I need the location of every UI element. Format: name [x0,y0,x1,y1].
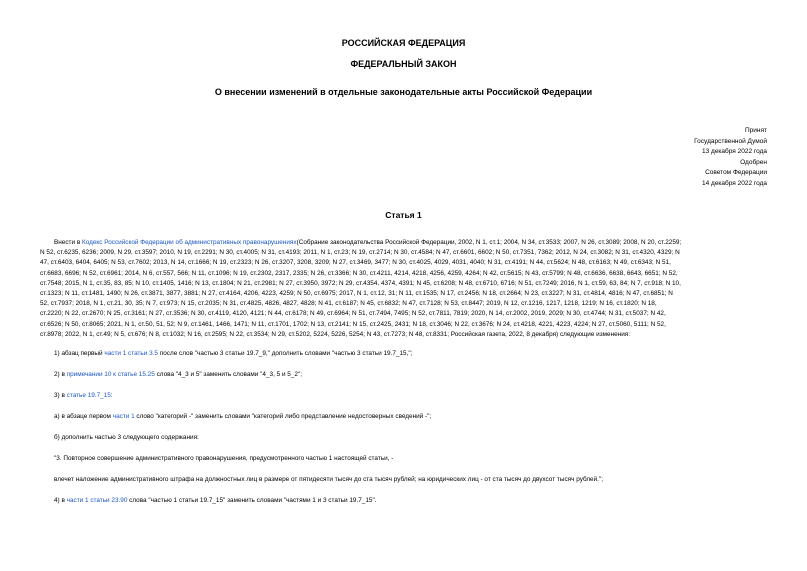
item-3-suffix: : [110,392,113,399]
adoption-line: Одобрен [740,158,767,166]
adoption-line: 13 декабря 2022 года [701,148,767,155]
item-4-prefix: 4) в [54,497,67,504]
link-part-1[interactable]: части 1 [112,413,135,420]
item-4 [40,496,784,506]
adoption-line: 14 декабря 2022 года [701,179,767,187]
intro-line: ст.6526; N 50, ст.8065; 2021, N 1, ст.50, 51, 52; N 9, ст.1461, 1466, 1471; N 11, ст.1701, 1702; N 13, ст.2141; N 15, ст.2425, 2431; N 18, ст.3046; N 22, ст.3676; N 24, ст.4218, 4221, 4223, 4224; N 27, ст.5060, 5111; N 52, [40,320,666,328]
item-3-prefix: 3) в [54,392,67,399]
adoption-block [694,126,767,189]
link-article-3-5[interactable]: части 1 статьи 3.5 [104,350,158,357]
item-2 [40,370,784,380]
koap-link[interactable]: Кодекс Российской Федерации об административных правонарушениях [81,239,297,246]
item-1-prefix: 1) абзац первый [54,350,105,357]
item-3a [40,412,784,422]
item-4-suffix: слова "частью 1 статьи 19.7_15" заменить словами "частями 1 и 3 статьи 19.7_15". [127,497,377,504]
intro-line: N 52, ст.6235, 6236; 2009, N 29, ст.3597; 2010, N 19, ст.2291; N 30, ст.4005; N 31, ст.4193; 2011, N 1, ст.23; N 19, ст.2714; N 30, ст.4584; N 47, ст.6601, 6602; N 50, ст.7351, 7362; 2012, N 24, ст.3082; N 31, ст.4320, 4329; N [40,249,680,257]
intro-line: ст.7548; 2015, N 1, ст.35, 83, 85; N 10, ст.1405, 1416; N 13, ст.1804; N 21, ст.2981; N 27, ст.3950, 3972; N 29, ст.4354, 4374, 4391; N 45, ст.6208; N 48, ст.6710, 6716; N 51, ст.7249; 2016, N 1, ст.59, 63, 84; N 7, ст.918; N 10, [40,279,681,287]
law-type-heading: ФЕДЕРАЛЬНЫЙ ЗАКОН [350,59,457,69]
adoption-line: Принят [744,127,767,134]
item-1 [40,349,784,359]
quote-penalty: влечет наложение административного штрафа на должностных лиц в размере от пятидесяти тысяч до ста тысяч рублей; на юридических лиц - от ста тысяч до двухсот тысяч рублей."; [54,476,604,483]
item-2-suffix: слова "4_3 и 5" заменить словами "4_3, 5 и 5_2"; [154,371,303,378]
adoption-line: Советом Федерации [705,169,767,176]
article-intro [40,238,770,340]
link-article-19-7-15[interactable]: статье 19.7_15 [66,392,111,399]
intro-line: 47, ст.6403, 6404, 6405; N 53, ст.7602; 2013, N 14, ст.1666; N 19, ст.2323; N 26, ст.3207, 3208, 3209; N 27, ст.3469, 3477; N 30, ст.4025, 4029, 4031, 4040; N 31, ст.4191; N 44, ст.5624; N 48, ст.6163; N 49, ст.6343; N 51, [40,259,671,267]
adoption-line: Государственной Думой [694,137,767,145]
item-3a-suffix: слово "категорий -" заменить словами "категорий либо представление недостоверных сведений -"; [134,413,432,420]
quote-part-3: "3. Повторное совершение административного правонарушения, предусмотренного частью 1 настоящей статьи, - [54,455,394,462]
item-2-prefix: 2) в [54,371,67,378]
item-3a-prefix: а) в абзаце первом [54,413,113,420]
article-heading: Статья 1 [385,210,422,220]
item-1-suffix: после слов "частью 3 статьи 19.7_9," дополнить словами "частью 3 статьи 19.7_15,"; [158,350,413,357]
intro-line: ст.8978; 2022, N 1, ст.49; N 5, ст.676; N 8, ст.1032; N 16, ст.2595; N 22, ст.3534; N 29, ст.5202, 5224, 5226, 5254; N 43, ст.7273; N 48, ст.8331; Российская газета, 2022, 8 декабря) следующие изменения: [40,330,631,338]
intro-line: 52, ст.7937; 2018, N 1, ст.21, 30, 35; N 7, ст.973; N 15, ст.2035; N 31, ст.4825, 4826, 4827, 4828; N 41, ст.6187; N 45, ст.6832; N 47, ст.7128; N 53, ст.8447; 2019, N 12, ст.1216, 1217, 1218, 1219; N 16, ст.1820; N 18, [40,300,657,308]
intro-prefix: Внести в [54,239,82,246]
item-3 [40,391,784,401]
intro-line: (Собрание законодательства Российской Федерации, 2002, N 1, ст.1; 2004, N 34, ст.3533; 2007, N 26, ст.3089; 2008, N 20, ст.2259; [296,239,682,246]
intro-line: ст.2220; N 22, ст.2670; N 25, ст.3161; N 27, ст.3536; N 30, ст.4119, 4120, 4121; N 44, ст.6178; N 49, ст.6964; N 51, ст.7494, 7495; N 52, ст.7811, 7819; 2020, N 14, ст.2002, 2019, 2029; N 30, ст.4744; N 31, ст.5037; N 42, [40,310,666,318]
law-title: О внесении изменений в отдельные законодательные акты Российской Федерации [214,87,593,97]
intro-line: ст.6683, 6696; N 52, ст.6961; 2014, N 6, ст.557, 566; N 11, ст.1096; N 19, ст.2302, 2317, 2335; N 26, ст.3366; N 30, ст.4211, 4214, 4218, 4256, 4259, 4264; N 42, ст.5615; N 43, ст.5799; N 48, ст.6636, 6638, 6643, 6651; N 52, [40,269,678,277]
item-3b: б) дополнить частью 3 следующего содержания: [54,434,199,441]
federation-heading: РОССИЙСКАЯ ФЕДЕРАЦИЯ [341,38,466,48]
link-article-23-90[interactable]: части 1 статьи 23.90 [66,497,128,504]
intro-line: ст.1323; N 11, ст.1481, 1490; N 26, ст.3871, 3877, 3881; N 27, ст.4164, 4206, 4223, 4259; N 50, ст.6975; 2017, N 1, ст.12, 31; N 11, ст.1535; N 17, ст.2456; N 18, ст.2664; N 23, ст.3227; N 31, ст.4814, 4816; N 47, ст.6851; N [40,290,673,298]
link-article-15-25[interactable]: примечании 10 к статье 15.25 [66,371,155,378]
